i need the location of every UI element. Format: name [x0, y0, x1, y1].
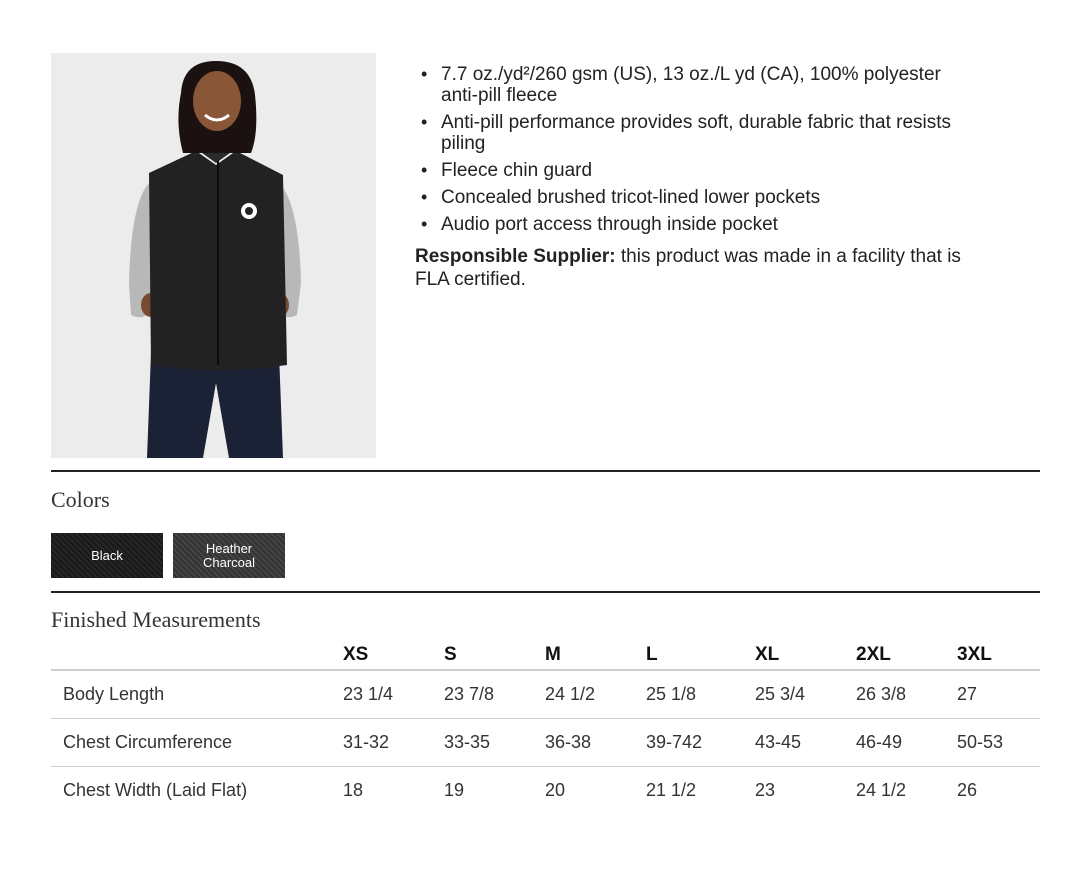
row-label: Chest Circumference — [51, 718, 343, 766]
swatch-heather-charcoal[interactable] — [173, 533, 285, 578]
measurements-table — [51, 640, 1040, 814]
table-cell: 31-32 — [343, 718, 444, 766]
feature-item: • Anti-pill performance provides soft, durable fabric that resists piling — [415, 112, 975, 154]
table-row — [51, 670, 1040, 718]
table-row — [51, 718, 1040, 766]
colors-title: Colors — [51, 487, 110, 512]
size-header: XL — [755, 640, 856, 670]
table-cell: 21 1/2 — [646, 779, 697, 800]
feature-list — [415, 64, 975, 235]
feature-item: • 7.7 oz./yd²/260 gsm (US), 13 oz./L yd (CA), 100% polyester anti-pill fleece — [415, 64, 975, 106]
table-cell: 39-742 — [646, 718, 755, 766]
swatch-label: Black — [91, 547, 123, 563]
header-blank — [51, 640, 343, 670]
table-row — [51, 766, 1040, 814]
supplier-text: this product was made in a facility that is FLA certified. — [415, 246, 961, 290]
measurements-title: Finished Measurements — [51, 607, 261, 632]
table-cell: 20 — [545, 779, 566, 800]
table-cell: 18 — [343, 779, 364, 800]
size-header: 3XL — [957, 640, 1040, 670]
table-cell: 24 1/2 — [545, 670, 646, 718]
size-header: M — [545, 640, 646, 670]
size-header: L — [646, 640, 755, 670]
row-label: Chest Width (Laid Flat) — [63, 779, 248, 800]
table-cell: 27 — [957, 670, 1040, 718]
table-cell: 24 1/2 — [856, 779, 907, 800]
table-cell: 19 — [444, 779, 465, 800]
table-cell: 23 1/4 — [343, 670, 444, 718]
table-cell: 43-45 — [755, 718, 856, 766]
table-cell: 23 7/8 — [444, 670, 545, 718]
model-vest-illustration-icon — [51, 53, 376, 458]
size-header: 2XL — [856, 640, 957, 670]
table-cell: 46-49 — [856, 718, 957, 766]
table-cell: 26 3/8 — [856, 670, 957, 718]
feature-item: • Concealed brushed tricot-lined lower pockets — [415, 187, 975, 208]
swatch-label: Heather Charcoal — [202, 540, 256, 570]
feature-item: • Fleece chin guard — [415, 160, 975, 181]
size-header-row — [51, 640, 1040, 670]
table-cell: 25 3/4 — [755, 670, 856, 718]
feature-item: • Audio port access through inside pocket — [415, 214, 975, 235]
feature-section — [415, 64, 975, 291]
table-cell: 25 1/8 — [646, 670, 755, 718]
size-header: XS — [343, 640, 444, 670]
row-label: Body Length — [51, 670, 343, 718]
table-cell: 50-53 — [957, 718, 1040, 766]
swatch-black[interactable] — [51, 533, 163, 578]
table-cell: 23 — [755, 779, 776, 800]
supplier-note — [415, 245, 975, 291]
size-header: S — [444, 640, 545, 670]
section-divider — [51, 591, 1040, 593]
section-divider — [51, 470, 1040, 472]
table-cell: 33-35 — [444, 718, 545, 766]
table-cell: 26 — [957, 779, 978, 800]
product-photo — [51, 53, 376, 458]
supplier-label: Responsible Supplier: — [415, 246, 616, 267]
table-cell: 36-38 — [545, 718, 646, 766]
